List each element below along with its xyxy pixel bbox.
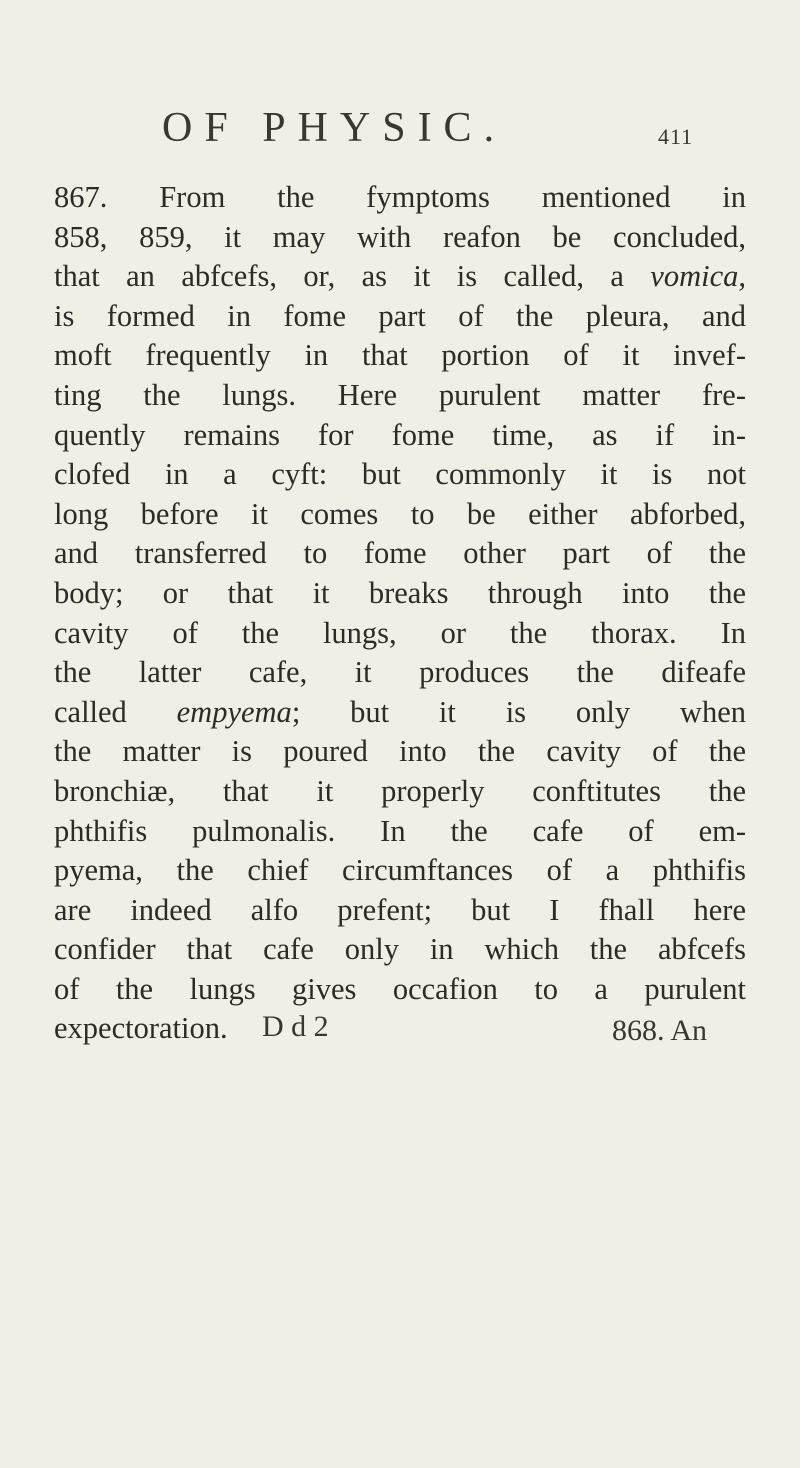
line-text: ting the lungs. Here purulent matter fre- <box>54 377 746 412</box>
catchword: 868. An <box>612 1014 708 1047</box>
text-line <box>54 455 746 495</box>
italic-term: empyema <box>176 694 292 729</box>
line-text: cavity of the lungs, or the thorax. In <box>54 615 746 650</box>
text-line <box>54 218 746 258</box>
text-line <box>54 574 746 614</box>
line-text: clofed in a cyft: but commonly it is not <box>54 457 746 492</box>
text-line <box>54 614 746 654</box>
text-line <box>54 416 746 456</box>
text-line <box>54 693 746 733</box>
line-text: the matter is poured into the cavity of the <box>54 734 746 769</box>
line-text: ; but it is only when <box>291 694 746 729</box>
text-line <box>54 812 746 852</box>
line-text: bronchiæ, that it properly conftitutes the <box>54 773 746 808</box>
line-text: pyema, the chief circumftances of a phthifis <box>54 853 746 888</box>
line-text: called <box>54 694 177 729</box>
line-text: moft frequently in that portion of it invef- <box>54 338 746 373</box>
line-text: phthifis pulmonalis. In the cafe of em- <box>54 813 746 848</box>
line-text: body; or that it breaks through into the <box>54 575 746 610</box>
printer-signature-mark: D d 2 <box>262 1010 329 1043</box>
running-head-title: OF PHYSIC. <box>162 105 507 151</box>
text-line <box>54 653 746 693</box>
text-line <box>54 970 746 1010</box>
text-line <box>54 534 746 574</box>
text-line <box>54 772 746 812</box>
line-text: are indeed alfo prefent; but I fhall here <box>54 892 746 927</box>
text-line <box>54 851 746 891</box>
text-line <box>54 178 746 218</box>
line-text: of the lungs gives occafion to a purulent <box>54 971 746 1006</box>
text-line <box>54 297 746 337</box>
line-text: the latter cafe, it produces the difeafe <box>54 655 746 690</box>
line-text: long before it comes to be either abforbed, <box>54 496 746 531</box>
paragraph-867 <box>54 178 746 1049</box>
text-line <box>54 495 746 535</box>
text-line <box>54 257 746 297</box>
line-text: quently remains for fome time, as if in- <box>54 417 746 452</box>
line-text: is formed in fome part of the pleura, and <box>54 298 746 333</box>
text-line <box>54 891 746 931</box>
line-text: and transferred to fome other part of the <box>54 536 746 571</box>
text-line <box>54 376 746 416</box>
italic-term: vomica, <box>650 259 746 294</box>
text-line <box>54 930 746 970</box>
page-number: 411 <box>658 124 694 149</box>
line-text: that an abfcefs, or, as it is called, a <box>54 259 651 294</box>
line-text: expectoration. <box>54 1011 228 1046</box>
text-line <box>54 336 746 376</box>
line-text: 858, 859, it may with reafon be concluded, <box>54 219 746 254</box>
line-text: confider that cafe only in which the abfcefs <box>54 932 746 967</box>
text-line <box>54 732 746 772</box>
line-text: 867. From the fymptoms mentioned in <box>54 180 746 214</box>
